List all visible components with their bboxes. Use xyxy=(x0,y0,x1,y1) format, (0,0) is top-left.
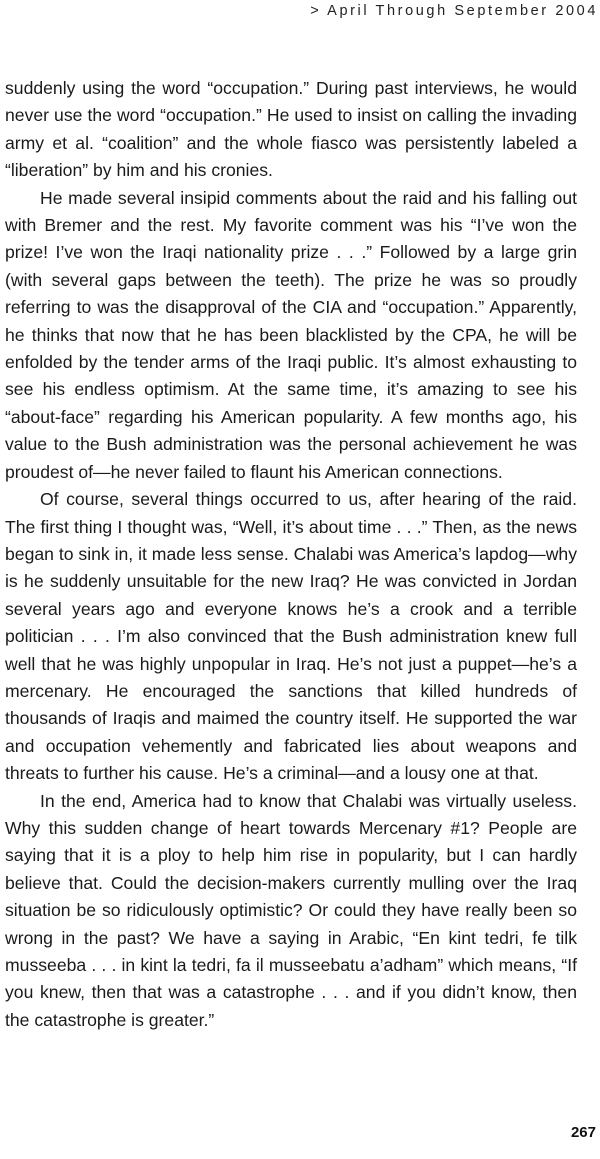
page-number: 267 xyxy=(570,1124,596,1141)
paragraph-4: In the end, America had to know that Chalabi was virtually useless. Why this sudden change of heart towards Mercenary #1? People are saying that it is a ploy to help him rise in popularity, but I can hardly believe that. Could the decision-makers currently mulling over the Iraq situation be so ridiculously optimistic? Or could they have really been so wrong in the past? We have a saying in Arabic, “En kint tedri, fe tilk musseeba . . . in kint la tedri, fa il musseebatu a’adham” which means, “If you knew, then that was a catastrophe . . . and if you didn’t know, then the catastrophe is greater.” xyxy=(5,790,577,1030)
page-body xyxy=(5,75,577,1034)
running-header: > April Through September 2004 xyxy=(310,3,598,19)
paragraph-3: Of course, several things occurred to us, after hearing of the raid. The first thing I thought was, “Well, it’s about time . . .” Then, as the news began to sink in, it made less sense. Chalabi was America’s lapdog—why is he suddenly unsuitable for the new Iraq? He was convicted in Jordan several years ago and everyone knows he’s a crook and a terrible politician . . . I’m also convinced that the Bush administration knew full well that he was highly unpopular in Iraq. He’s not just a puppet—he’s a mercenary. He encouraged the sanctions that killed hundreds of thousands of Iraqis and maimed the country itself. He supported the war and occupation vehemently and fabricated lies about weapons and threats to further his cause. He’s a criminal—and a lousy one at that. xyxy=(5,489,577,784)
paragraph-1: suddenly using the word “occupation.” During past interviews, he would never use the word “occupation.” He used to insist on calling the invading army et al. “coalition” and the whole fiasco was persistently labeled a “liberation” by him and his cronies. xyxy=(5,78,577,181)
paragraph-2: He made several insipid comments about the raid and his falling out with Bremer and the rest. My favorite comment was his “I’ve won the prize! I’ve won the Iraqi nationality prize . . .” Followed by a large grin (with several gaps between the teeth). The prize he was so proudly referring to was the disapproval of the CIA and “occupation.” Apparently, he thinks that now that he has been blacklisted by the CPA, he will be enfolded by the tender arms of the Iraqi public. It’s almost exhausting to see his endless optimism. At the same time, it’s amazing to see his “about-face” regarding his American popularity. A few months ago, his value to the Bush administration was the personal achievement he was proudest of—he never failed to flaunt his American connections. xyxy=(5,187,577,482)
